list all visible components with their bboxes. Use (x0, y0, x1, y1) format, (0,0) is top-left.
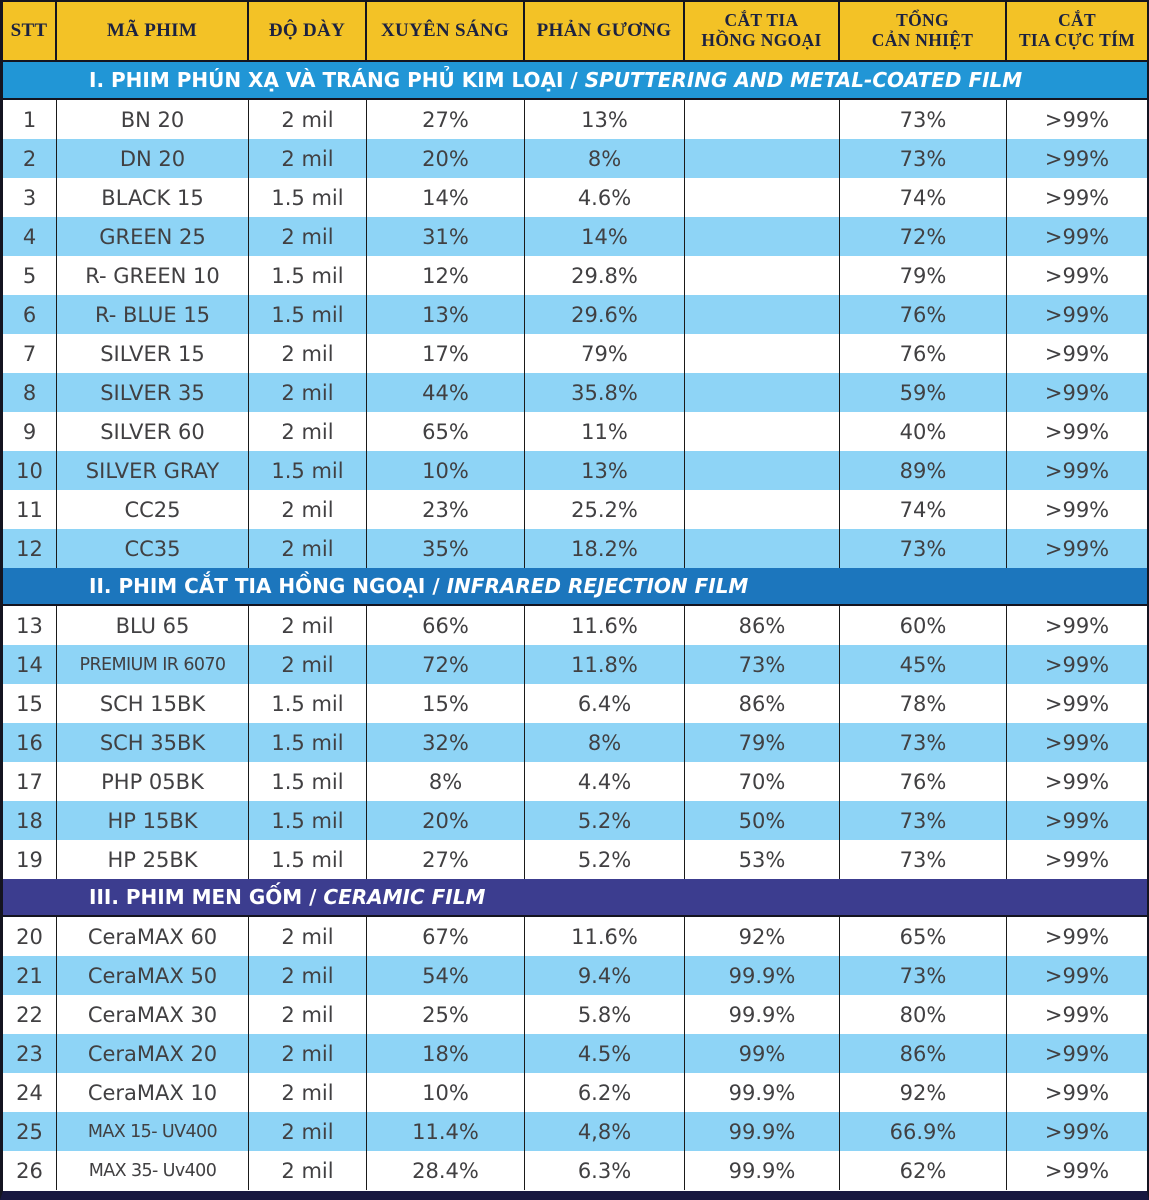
cell-cat-tia-hong-ngoai (685, 451, 840, 490)
cell-ma-phim: GREEN 25 (57, 217, 249, 256)
cell-cat-tia-hong-ngoai: 53% (685, 840, 840, 879)
cell-cat-tia-cuc-tim: >99% (1007, 100, 1147, 139)
table-row (3, 139, 1147, 178)
table-row (3, 373, 1147, 412)
cell-stt: 17 (3, 762, 57, 801)
cell-cat-tia-hong-ngoai: 99.9% (685, 995, 840, 1034)
cell-cat-tia-cuc-tim: >99% (1007, 1112, 1147, 1151)
cell-tong-can-nhiet: 89% (840, 451, 1007, 490)
cell-cat-tia-cuc-tim: >99% (1007, 1073, 1147, 1112)
cell-cat-tia-cuc-tim: >99% (1007, 956, 1147, 995)
cell-tong-can-nhiet: 62% (840, 1151, 1007, 1190)
table-row (3, 100, 1147, 139)
section-title-vi: II. PHIM CẮT TIA HỒNG NGOẠI (89, 574, 426, 598)
cell-ma-phim: HP 25BK (57, 840, 249, 879)
cell-xuyen-sang: 14% (367, 178, 525, 217)
cell-xuyen-sang: 8% (367, 762, 525, 801)
cell-stt: 5 (3, 256, 57, 295)
cell-tong-can-nhiet: 80% (840, 995, 1007, 1034)
cell-cat-tia-hong-ngoai (685, 100, 840, 139)
cell-cat-tia-hong-ngoai (685, 295, 840, 334)
cell-do-day: 2 mil (249, 1034, 367, 1073)
cell-stt: 8 (3, 373, 57, 412)
cell-tong-can-nhiet: 73% (840, 723, 1007, 762)
cell-cat-tia-cuc-tim: >99% (1007, 139, 1147, 178)
cell-cat-tia-cuc-tim: >99% (1007, 334, 1147, 373)
cell-cat-tia-cuc-tim: >99% (1007, 451, 1147, 490)
cell-do-day: 2 mil (249, 1112, 367, 1151)
cell-cat-tia-cuc-tim: >99% (1007, 178, 1147, 217)
cell-xuyen-sang: 23% (367, 490, 525, 529)
cell-xuyen-sang: 66% (367, 606, 525, 645)
cell-tong-can-nhiet: 76% (840, 762, 1007, 801)
cell-stt: 20 (3, 917, 57, 956)
cell-ma-phim: CeraMAX 20 (57, 1034, 249, 1073)
cell-ma-phim: CC35 (57, 529, 249, 568)
cell-xuyen-sang: 32% (367, 723, 525, 762)
cell-do-day: 2 mil (249, 645, 367, 684)
section-title-separator: / (302, 885, 324, 909)
header-label-line: XUYÊN SÁNG (380, 20, 510, 42)
cell-tong-can-nhiet: 40% (840, 412, 1007, 451)
cell-do-day: 1.5 mil (249, 256, 367, 295)
header-label-line: ĐỘ DÀY (268, 20, 346, 42)
cell-cat-tia-cuc-tim: >99% (1007, 217, 1147, 256)
cell-do-day: 1.5 mil (249, 451, 367, 490)
header-label-line: TỔNG (896, 10, 949, 31)
cell-ma-phim: SILVER 60 (57, 412, 249, 451)
cell-cat-tia-cuc-tim: >99% (1007, 490, 1147, 529)
cell-do-day: 1.5 mil (249, 178, 367, 217)
cell-phan-guong: 35.8% (525, 373, 685, 412)
cell-tong-can-nhiet: 76% (840, 334, 1007, 373)
cell-cat-tia-cuc-tim: >99% (1007, 1034, 1147, 1073)
cell-stt: 6 (3, 295, 57, 334)
table-row (3, 917, 1147, 956)
cell-cat-tia-hong-ngoai: 92% (685, 917, 840, 956)
table-row (3, 217, 1147, 256)
cell-do-day: 2 mil (249, 917, 367, 956)
cell-do-day: 2 mil (249, 334, 367, 373)
cell-cat-tia-hong-ngoai: 86% (685, 684, 840, 723)
cell-stt: 19 (3, 840, 57, 879)
header-label-line: MÃ PHIM (106, 20, 198, 42)
header-cell-tong-can-nhiet (840, 2, 1007, 62)
table-row (3, 1112, 1147, 1151)
cell-stt: 26 (3, 1151, 57, 1190)
cell-cat-tia-hong-ngoai (685, 217, 840, 256)
table-row (3, 606, 1147, 645)
cell-xuyen-sang: 54% (367, 956, 525, 995)
cell-tong-can-nhiet: 73% (840, 956, 1007, 995)
cell-phan-guong: 5.2% (525, 840, 685, 879)
header-cell-stt (3, 2, 57, 62)
cell-phan-guong: 5.8% (525, 995, 685, 1034)
cell-cat-tia-cuc-tim: >99% (1007, 373, 1147, 412)
cell-ma-phim: CeraMAX 50 (57, 956, 249, 995)
cell-cat-tia-cuc-tim: >99% (1007, 917, 1147, 956)
cell-stt: 16 (3, 723, 57, 762)
cell-do-day: 2 mil (249, 139, 367, 178)
cell-ma-phim: SILVER GRAY (57, 451, 249, 490)
cell-cat-tia-hong-ngoai: 99% (685, 1034, 840, 1073)
cell-cat-tia-cuc-tim: >99% (1007, 840, 1147, 879)
cell-ma-phim: PHP 05BK (57, 762, 249, 801)
cell-tong-can-nhiet: 73% (840, 139, 1007, 178)
cell-xuyen-sang: 13% (367, 295, 525, 334)
cell-do-day: 2 mil (249, 490, 367, 529)
cell-stt: 15 (3, 684, 57, 723)
table-row (3, 451, 1147, 490)
cell-cat-tia-hong-ngoai (685, 256, 840, 295)
cell-stt: 3 (3, 178, 57, 217)
cell-tong-can-nhiet: 73% (840, 529, 1007, 568)
cell-cat-tia-hong-ngoai (685, 412, 840, 451)
cell-phan-guong: 13% (525, 451, 685, 490)
cell-tong-can-nhiet: 74% (840, 178, 1007, 217)
cell-xuyen-sang: 72% (367, 645, 525, 684)
header-cell-do-day (249, 2, 367, 62)
section-header-2 (3, 568, 1147, 606)
cell-cat-tia-hong-ngoai: 99.9% (685, 1112, 840, 1151)
cell-cat-tia-hong-ngoai: 86% (685, 606, 840, 645)
header-cell-cat-tia-cuc-tim (1007, 2, 1147, 62)
cell-cat-tia-hong-ngoai: 73% (685, 645, 840, 684)
cell-phan-guong: 8% (525, 139, 685, 178)
cell-xuyen-sang: 27% (367, 100, 525, 139)
cell-stt: 2 (3, 139, 57, 178)
cell-phan-guong: 6.4% (525, 684, 685, 723)
cell-cat-tia-cuc-tim: >99% (1007, 412, 1147, 451)
section-title-en: CERAMIC FILM (323, 885, 486, 909)
header-label-line: HỒNG NGOẠI (701, 30, 822, 50)
header-cell-phan-guong (525, 2, 685, 62)
cell-xuyen-sang: 31% (367, 217, 525, 256)
cell-cat-tia-cuc-tim: >99% (1007, 995, 1147, 1034)
section-title-en: INFRARED REJECTION FILM (446, 574, 749, 598)
section-title-vi: I. PHIM PHÚN XẠ VÀ TRÁNG PHỦ KIM LOẠI (89, 68, 564, 92)
cell-cat-tia-hong-ngoai (685, 490, 840, 529)
cell-xuyen-sang: 44% (367, 373, 525, 412)
cell-tong-can-nhiet: 66.9% (840, 1112, 1007, 1151)
cell-ma-phim: SILVER 15 (57, 334, 249, 373)
cell-cat-tia-cuc-tim: >99% (1007, 1151, 1147, 1190)
cell-do-day: 2 mil (249, 529, 367, 568)
cell-xuyen-sang: 10% (367, 1073, 525, 1112)
cell-xuyen-sang: 28.4% (367, 1151, 525, 1190)
cell-stt: 23 (3, 1034, 57, 1073)
cell-ma-phim: CeraMAX 30 (57, 995, 249, 1034)
cell-phan-guong: 5.2% (525, 801, 685, 840)
cell-ma-phim: CeraMAX 60 (57, 917, 249, 956)
cell-tong-can-nhiet: 60% (840, 606, 1007, 645)
cell-stt: 21 (3, 956, 57, 995)
cell-do-day: 2 mil (249, 995, 367, 1034)
cell-stt: 9 (3, 412, 57, 451)
cell-cat-tia-hong-ngoai (685, 373, 840, 412)
cell-stt: 22 (3, 995, 57, 1034)
cell-do-day: 2 mil (249, 606, 367, 645)
cell-ma-phim: MAX 35- Uv400 (57, 1151, 249, 1190)
cell-xuyen-sang: 17% (367, 334, 525, 373)
cell-tong-can-nhiet: 65% (840, 917, 1007, 956)
cell-cat-tia-hong-ngoai: 50% (685, 801, 840, 840)
header-label-line: CẮT (1058, 10, 1096, 31)
cell-cat-tia-cuc-tim: >99% (1007, 762, 1147, 801)
cell-phan-guong: 11.6% (525, 606, 685, 645)
cell-tong-can-nhiet: 76% (840, 295, 1007, 334)
cell-cat-tia-hong-ngoai (685, 334, 840, 373)
cell-phan-guong: 6.3% (525, 1151, 685, 1190)
cell-cat-tia-hong-ngoai (685, 529, 840, 568)
cell-cat-tia-cuc-tim: >99% (1007, 256, 1147, 295)
cell-tong-can-nhiet: 73% (840, 840, 1007, 879)
cell-phan-guong: 29.8% (525, 256, 685, 295)
section-header-3 (3, 879, 1147, 917)
cell-cat-tia-hong-ngoai: 99.9% (685, 1151, 840, 1190)
cell-ma-phim: SCH 35BK (57, 723, 249, 762)
cell-stt: 25 (3, 1112, 57, 1151)
cell-tong-can-nhiet: 92% (840, 1073, 1007, 1112)
section-title-en: SPUTTERING AND METAL-COATED FILM (584, 68, 1023, 92)
table-row (3, 178, 1147, 217)
cell-do-day: 2 mil (249, 1073, 367, 1112)
cell-cat-tia-cuc-tim: >99% (1007, 801, 1147, 840)
cell-do-day: 1.5 mil (249, 684, 367, 723)
cell-cat-tia-hong-ngoai: 70% (685, 762, 840, 801)
cell-stt: 7 (3, 334, 57, 373)
cell-stt: 24 (3, 1073, 57, 1112)
table-row (3, 762, 1147, 801)
section-header-1 (3, 62, 1147, 100)
cell-ma-phim: CeraMAX 10 (57, 1073, 249, 1112)
cell-stt: 11 (3, 490, 57, 529)
section-title-separator: / (425, 574, 447, 598)
cell-cat-tia-cuc-tim: >99% (1007, 529, 1147, 568)
header-label-line: CẮT TIA (724, 10, 799, 31)
header-label-line: STT (10, 20, 48, 42)
table-row (3, 840, 1147, 879)
cell-ma-phim: PREMIUM IR 6070 (57, 645, 249, 684)
cell-phan-guong: 6.2% (525, 1073, 685, 1112)
cell-phan-guong: 13% (525, 100, 685, 139)
cell-ma-phim: CC25 (57, 490, 249, 529)
table-row (3, 1073, 1147, 1112)
cell-do-day: 1.5 mil (249, 762, 367, 801)
cell-phan-guong: 8% (525, 723, 685, 762)
header-cell-cat-tia-hong-ngoai (685, 2, 840, 62)
cell-phan-guong: 11.8% (525, 645, 685, 684)
cell-ma-phim: BN 20 (57, 100, 249, 139)
header-cell-xuyen-sang (367, 2, 525, 62)
cell-phan-guong: 29.6% (525, 295, 685, 334)
cell-xuyen-sang: 27% (367, 840, 525, 879)
cell-cat-tia-hong-ngoai: 99.9% (685, 956, 840, 995)
cell-xuyen-sang: 65% (367, 412, 525, 451)
section-title-vi: III. PHIM MEN GỐM (89, 885, 303, 909)
table-row (3, 1151, 1147, 1190)
cell-phan-guong: 25.2% (525, 490, 685, 529)
cell-ma-phim: BLACK 15 (57, 178, 249, 217)
table-row (3, 995, 1147, 1034)
cell-xuyen-sang: 25% (367, 995, 525, 1034)
table-row (3, 529, 1147, 568)
cell-stt: 1 (3, 100, 57, 139)
table-row (3, 1034, 1147, 1073)
table-row (3, 256, 1147, 295)
header-label-line: TIA CỰC TÍM (1018, 30, 1136, 50)
cell-tong-can-nhiet: 86% (840, 1034, 1007, 1073)
cell-do-day: 2 mil (249, 100, 367, 139)
cell-cat-tia-hong-ngoai: 79% (685, 723, 840, 762)
cell-ma-phim: SILVER 35 (57, 373, 249, 412)
cell-stt: 13 (3, 606, 57, 645)
cell-xuyen-sang: 11.4% (367, 1112, 525, 1151)
cell-do-day: 2 mil (249, 373, 367, 412)
cell-stt: 10 (3, 451, 57, 490)
cell-phan-guong: 11.6% (525, 917, 685, 956)
cell-phan-guong: 14% (525, 217, 685, 256)
cell-cat-tia-hong-ngoai (685, 139, 840, 178)
cell-phan-guong: 79% (525, 334, 685, 373)
cell-tong-can-nhiet: 79% (840, 256, 1007, 295)
section-title-separator: / (563, 68, 585, 92)
cell-phan-guong: 4.4% (525, 762, 685, 801)
cell-xuyen-sang: 35% (367, 529, 525, 568)
table-row (3, 295, 1147, 334)
cell-xuyen-sang: 20% (367, 139, 525, 178)
cell-ma-phim: R- BLUE 15 (57, 295, 249, 334)
cell-tong-can-nhiet: 78% (840, 684, 1007, 723)
cell-do-day: 1.5 mil (249, 723, 367, 762)
cell-do-day: 2 mil (249, 956, 367, 995)
cell-phan-guong: 18.2% (525, 529, 685, 568)
cell-ma-phim: R- GREEN 10 (57, 256, 249, 295)
cell-tong-can-nhiet: 73% (840, 801, 1007, 840)
cell-ma-phim: MAX 15- UV400 (57, 1112, 249, 1151)
cell-ma-phim: DN 20 (57, 139, 249, 178)
cell-do-day: 1.5 mil (249, 840, 367, 879)
table-row (3, 801, 1147, 840)
cell-xuyen-sang: 12% (367, 256, 525, 295)
cell-phan-guong: 4.6% (525, 178, 685, 217)
cell-tong-can-nhiet: 73% (840, 100, 1007, 139)
cell-ma-phim: HP 15BK (57, 801, 249, 840)
header-label-line: CẢN NHIỆT (871, 30, 974, 50)
cell-phan-guong: 4,8% (525, 1112, 685, 1151)
cell-phan-guong: 9.4% (525, 956, 685, 995)
cell-xuyen-sang: 10% (367, 451, 525, 490)
cell-stt: 18 (3, 801, 57, 840)
table-row (3, 645, 1147, 684)
cell-stt: 4 (3, 217, 57, 256)
cell-cat-tia-cuc-tim: >99% (1007, 684, 1147, 723)
table-row (3, 956, 1147, 995)
cell-phan-guong: 11% (525, 412, 685, 451)
table-row (3, 684, 1147, 723)
cell-stt: 14 (3, 645, 57, 684)
cell-cat-tia-cuc-tim: >99% (1007, 723, 1147, 762)
cell-xuyen-sang: 15% (367, 684, 525, 723)
table-row (3, 334, 1147, 373)
table-row (3, 723, 1147, 762)
header-cell-ma-phim (57, 2, 249, 62)
cell-tong-can-nhiet: 74% (840, 490, 1007, 529)
table-body (3, 62, 1147, 1190)
cell-phan-guong: 4.5% (525, 1034, 685, 1073)
cell-cat-tia-hong-ngoai (685, 178, 840, 217)
cell-tong-can-nhiet: 59% (840, 373, 1007, 412)
cell-ma-phim: SCH 15BK (57, 684, 249, 723)
cell-do-day: 2 mil (249, 412, 367, 451)
cell-ma-phim: BLU 65 (57, 606, 249, 645)
table-header-row (3, 2, 1147, 62)
table-row (3, 412, 1147, 451)
cell-cat-tia-cuc-tim: >99% (1007, 295, 1147, 334)
cell-do-day: 2 mil (249, 1151, 367, 1190)
cell-cat-tia-cuc-tim: >99% (1007, 645, 1147, 684)
cell-xuyen-sang: 67% (367, 917, 525, 956)
table-row (3, 490, 1147, 529)
cell-do-day: 1.5 mil (249, 295, 367, 334)
cell-tong-can-nhiet: 72% (840, 217, 1007, 256)
cell-do-day: 1.5 mil (249, 801, 367, 840)
cell-xuyen-sang: 18% (367, 1034, 525, 1073)
header-label-line: PHẢN GƯƠNG (536, 20, 672, 42)
cell-tong-can-nhiet: 45% (840, 645, 1007, 684)
cell-do-day: 2 mil (249, 217, 367, 256)
cell-xuyen-sang: 20% (367, 801, 525, 840)
cell-cat-tia-hong-ngoai: 99.9% (685, 1073, 840, 1112)
cell-cat-tia-cuc-tim: >99% (1007, 606, 1147, 645)
cell-stt: 12 (3, 529, 57, 568)
